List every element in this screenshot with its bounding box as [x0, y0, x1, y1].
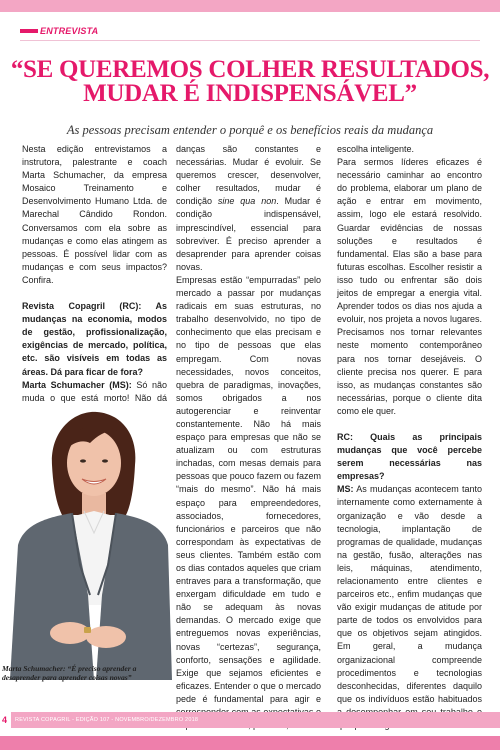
headline — [0, 58, 500, 106]
page-number: 4 — [0, 712, 11, 728]
paragraph-3-2: Para sermos líderes eficazes é necessário caminhar ao encontro do problema, elaborar um plano de ação e entrar em movimento, assim, logo ele estará resolvido. Guardar evidências de nossas soluções e resultados é fundamental. Elas são a base para futuras escolhas. Escolher resistir a isso tudo ou enfrentar são dois jeitos de empregar a energia vital. Aprender todos os dias nos ajuda a evoluir, nos projeta a novos lugares. Precisamos nos tornar relevantes neste momento contemporâneo para nos tornar desejáveis. O cliente precisa nos querer. E para isso, as mudanças constantes são necessárias, porque o cliente dita como ele quer. — [337, 157, 482, 416]
question-1: Revista Copagril (RC): As mudanças na economia, modos de gestão, profissionalização, exigências de mercado, política, etc. são visíveis em todas as áreas. Dá para ficar de fora? — [22, 301, 167, 377]
question-2: RC: Quais as principais mudanças que você percebe serem necessárias nas empresas? — [337, 431, 482, 482]
column-3 — [337, 143, 482, 732]
headline-line-2: MUDAR É INDISPENSÁVEL” — [83, 80, 417, 107]
paragraph-3-1: escolha inteligente. — [337, 144, 415, 154]
intro-paragraph: Nesta edição entrevistamos a instrutora, palestrante e coach Marta Schumacher, da empresa Mosaico Treinamento e Desenvolvimento Humano Ltda. de Marechal Cândido Rondon. Conversamos com ela sobre as mudanças e como elas atingem as pessoas. É possível lidar com as mudanças e com seus impactos? Confira. — [22, 144, 167, 285]
headline-line-1: “SE QUEREMOS COLHER RESULTADOS, — [10, 56, 490, 83]
answer-2-text: As mudanças acontecem tanto internamente como externamente à organização e vão desde a tecnologia, implantação de programas de qualidade, mudanças na gestão, fusão, alterações nas leis, máquinas, atendimento, relacionamento entre clientes e parceiros etc., enfim mudanças que vão exigir mudanças de atitude por parte de todos os envolvidos para que os objetivos sejam atingidos. Em geral, a mudança organizacional compreende procedimentos e tecnologias desconhecidas, diferentes daquilo que os indivíduos estão habituados — [337, 484, 482, 704]
section-tab — [20, 24, 106, 38]
paragraph-2-1-a: danças são constantes e necessárias. Mudar é evoluir. Se queremos crescer, desenvolver, colher resultados, mudar é condição — [176, 144, 321, 207]
subheadline: As pessoas precisam entender o porquê e os benefícios reais da mudança — [66, 123, 434, 137]
photo-caption: Marta Schumacher: “É preciso aprender a desaprender para aprender coisas novas” — [2, 664, 137, 682]
footer — [0, 712, 198, 728]
paragraph-2-2: Empresas estão “empurradas” pelo mercado a passar por mudanças radicais em suas estruturas, no trabalho desenvolvido, no tipo de conhecimento que elas precisam e no tipo de pessoas que elas empregam. Com novas necessidades, novos conceitos, quebra de paradigmas, inovações, somos obrigados a nos autogerenciar e reinventar constantemente. Não há mais espaço para empresas que não se atualizam ou com estruturas inchadas, com mesas demais para pessoas que pouco fazem ou fazem “mais do mesmo”. Não há mais espaço para empreendedores, associados, fornecedores, funcionários e parceiros que não correspondam às expectativas de seus clientes. Também estão com os dias contados aqueles que criam entraves para a transformação, que enxergam dificuldade em tudo e não se adequam às novas demandas. O mercado exige que entreguemos novas experiências, novas “certezas”, segurança, conforto, sensações e agilidade. Exige que sejamos eficientes e eficazes. Entender o que o mercado pede é fundamental para agir e — [176, 274, 321, 704]
section-label: ENTREVISTA — [40, 26, 99, 36]
section-marker — [20, 29, 38, 33]
portrait-illustration — [0, 405, 172, 680]
paragraph-2-1-b: . Mudar é condição indispensável, imprescindível, essencial para sobreviver. É preciso aprender a desaprender para aprender coisas novas. — [176, 196, 321, 272]
answer-1-text: Só não muda o que está morto! Não dá — [22, 379, 167, 403]
column-2 — [176, 143, 321, 732]
portrait-photo — [0, 405, 172, 680]
bottom-pink-bar — [0, 736, 500, 750]
paragraph-2-1 — [176, 143, 321, 274]
section-divider — [20, 40, 480, 41]
answer-2-label: MS: — [337, 484, 354, 495]
footer-publication-info: REVISTA COPAGRIL - EDIÇÃO 107 - NOVEMBRO/DEZEMBRO 2018 — [15, 717, 199, 723]
column-1 — [22, 143, 167, 418]
top-pink-bar — [0, 0, 500, 12]
answer-1-label: Marta Schumacher (MS): — [22, 379, 132, 390]
answer-2 — [337, 483, 482, 732]
latin-phrase: sine qua non — [217, 196, 277, 207]
